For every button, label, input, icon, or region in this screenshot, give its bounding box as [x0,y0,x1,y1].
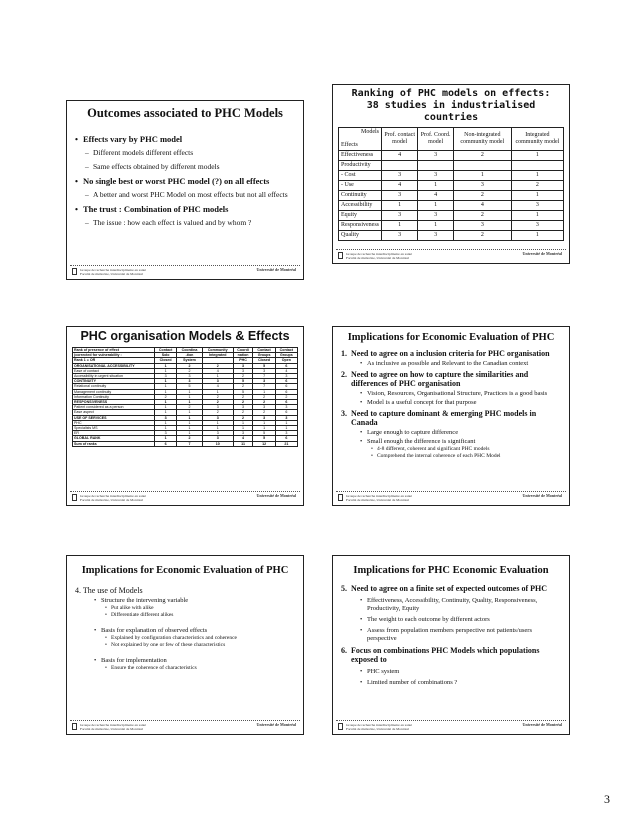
rank-cell: 3 [418,231,454,241]
row-label: Quality [339,231,382,241]
group-logo-icon [338,252,343,259]
column-header: System [177,358,203,363]
rank-cell: 4 [202,368,233,373]
item-number: 2. [341,369,347,379]
item-number: 6. [341,645,347,655]
slide-title: Implications for Economic Evaluation of PHC [81,565,289,576]
group-logo-icon [338,723,343,730]
rank-cell: 6 [275,436,297,441]
table-header-row [73,353,298,358]
bullet-item: • Basis for explanation of observed effects [75,627,295,635]
rank-cell: 1 [155,384,177,389]
footer-faculty: Faculté de médecine, Université de Montréal [346,256,409,260]
rank-cell: 3 [233,363,253,368]
rank-cell: 3 [202,415,233,420]
row-label: Management continuity [73,389,155,394]
rank-cell: 1 [155,436,177,441]
row-label: PHC [73,420,155,425]
university-logo: Université de Montréal [522,251,562,256]
slide-footer [336,249,566,261]
bullet-item: • Put alike with alike [75,605,295,612]
column-header: Integrated community model [511,128,563,151]
table-row [339,201,564,211]
rank-cell: 1 [511,151,563,161]
group-logo-icon [72,268,77,275]
section-heading: 4. The use of Models [75,586,143,595]
title-line-1: Ranking of PHC models on effects: [351,88,551,99]
column-header: Contact [253,348,275,353]
rank-cell: 6 [275,384,297,389]
rank-cell: 1 [155,400,177,405]
footer-faculty: Faculté de médecine, Université de Montréal [80,498,143,502]
rank-cell: 3 [511,221,563,231]
rank-cell: 2 [511,181,563,191]
rank-cell: 3 [511,201,563,211]
rank-cell: 1 [177,394,203,399]
column-header: Groups [253,353,275,358]
bullet-item: • Model is a useful concept for that purpose [341,399,561,407]
row-label: Productivity [339,161,382,171]
rank-cell: 1 [418,181,454,191]
bullet-item: – Same effects obtained by different models [75,162,295,172]
item-text: Need to agree on a inclusion criteria for PHC organisation [351,349,550,358]
row-label: Sum of ranks [73,441,155,446]
title-line-2: 38 studies in industrialised countries [366,100,536,123]
row-label: USE OF SERVICES [73,415,155,420]
rank-cell: 3 [418,171,454,181]
rank-cell: 1 [233,426,253,431]
column-header: Contact [275,348,297,353]
column-header: Closed [253,358,275,363]
column-header: Integrated [202,353,233,358]
rank-cell: 3 [418,151,454,161]
bullet-item: • As inclusive as possible and Relevant to the Canadian context [341,360,561,368]
row-label: Accessibility [339,201,382,211]
bullet-item: • PHC system [341,668,561,676]
footer-faculty: Faculté de médecine, Université de Montréal [346,498,409,502]
bullet-item: • Small enough the difference is significant [341,438,561,446]
rank-cell: 3 [253,368,275,373]
group-logo-icon [338,494,343,501]
rank-cell: 6 [275,363,297,368]
rank-cell: 1 [382,221,418,231]
slide-implications-1 [332,326,570,506]
rank-cell: 3 [233,368,253,373]
rank-cell: 1 [253,420,275,425]
bullet-item: – A better and worst PHC Model on most effects but not all effects [75,190,295,200]
item-number: 5. [341,584,347,593]
rank-cell: 4 [275,368,297,373]
rank-cell: 3 [177,374,203,379]
university-logo: Université de Montréal [522,493,562,498]
rank-cell: 7 [253,374,275,379]
rank-cell: 1 [511,231,563,241]
slide-body [67,579,303,672]
rank-cell: 1 [177,415,203,420]
rank-cell: 5 [233,379,253,384]
bullet-item: • Large enough to capture difference [341,429,561,437]
rank-cell: 3 [155,431,177,436]
numbered-item [341,584,561,594]
rank-cell: 7 [177,441,203,446]
row-label: Information Continuity [73,394,155,399]
row-label: Responsiveness [339,221,382,231]
rank-cell: 5 [253,436,275,441]
slide-footer [336,720,566,732]
row-label: Relational continuity [73,384,155,389]
rank-cell: 2 [177,436,203,441]
table-row [339,191,564,201]
rank-cell: 3 [253,415,275,420]
rank-cell: 2 [275,394,297,399]
row-label: ORGANISATIONAL ACCESSIBILITY [73,363,155,368]
numbered-item [341,409,561,428]
table-row [73,441,298,446]
rank-cell [418,161,454,171]
rank-cell: 3 [418,211,454,221]
header-label: (corrected for vulnerability : [73,353,155,358]
rank-cell: 2 [453,151,511,161]
rank-cell: 1 [202,420,233,425]
bullet-item: • Ensure the coherence of characteristics [75,665,295,672]
rank-cell: 3 [275,415,297,420]
rank-cell: 1 [155,405,177,410]
footer-group: Groupe de recherche interdisciplinaire en santé [346,252,412,256]
slide-organisation-models [66,326,304,506]
rank-cell: 3 [202,431,233,436]
rank-cell: 1 [155,389,177,394]
university-logo: Université de Montréal [256,267,296,272]
header-label: Rank of presence of effect [73,348,155,353]
rank-cell: 1 [253,389,275,394]
slide-body [333,579,569,687]
slide-footer [70,720,300,732]
row-label: Ease aspect [73,410,155,415]
item-number: 3. [341,408,347,418]
table-header-row [73,348,298,353]
footer-group: Groupe de recherche interdisciplinaire en santé [346,723,412,727]
column-header: Groups [275,353,297,358]
footer-faculty: Faculté de médecine, Université de Montréal [80,727,143,731]
rank-cell: 2 [202,394,233,399]
rank-cell: 4 [418,191,454,201]
table-row [339,171,564,181]
rank-cell: 1 [511,191,563,201]
rank-cell: 1 [418,221,454,231]
column-header: Prof. contact model [382,128,418,151]
bullet-item: • Assess from population members perspective not patients/users perspective [341,627,561,643]
item-text: Need to agree on how to capture the similarities and differences of PHC organisation [351,369,529,388]
rank-cell: 3 [382,231,418,241]
row-label: GLOBAL RANK [73,436,155,441]
slide-title [333,85,569,126]
bullet-item: – Different models different effects [75,148,295,158]
slide-title: Implications for PHC Economic Evaluation [353,565,549,576]
rank-cell: 2 [453,191,511,201]
rank-cell: 1 [453,171,511,181]
rank-cell: 3 [453,181,511,191]
row-label: Continuity [339,191,382,201]
bullet-item: • No single best or worst PHC model (?) on all effects [75,176,295,186]
bullet-item: • Effectiveness, Accessibility, Continuity, Quality, Responsiveness, Productivity, Equity [341,597,561,613]
bullet-item: • Limited number of combinations ? [341,679,561,687]
numbered-item [341,349,561,359]
group-logo-icon [72,494,77,501]
rank-cell: 2 [202,363,233,368]
table-row [339,231,564,241]
group-logo-icon [72,723,77,730]
table-header-row [339,128,564,151]
numbered-item [341,370,561,389]
rank-cell: 3 [253,379,275,384]
table-row [339,221,564,231]
column-header: -tion [177,353,203,358]
rank-cell: 3 [275,431,297,436]
rank-cell: 2 [453,231,511,241]
rank-cell: 1 [233,420,253,425]
rank-cell: 1 [177,400,203,405]
rank-cell: 3 [233,431,253,436]
footer-group: Groupe de recherche interdisciplinaire en santé [80,723,146,727]
footer-group: Groupe de recherche interdisciplinaire en santé [80,494,146,498]
rank-cell: 5 [253,363,275,368]
rank-cell: 1 [253,426,275,431]
university-logo: Université de Montréal [256,722,296,727]
bullet-item: – The issue : how each effect is valued and by whom ? [75,218,295,228]
rank-cell: 3 [202,379,233,384]
rank-cell: 1 [382,201,418,211]
item-text: Need to agree on a finite set of expected outcomes of PHC [351,584,548,593]
rank-cell: 11 [233,441,253,446]
bullet-item: • Basis for implementation [75,657,295,665]
organisation-table [72,347,298,447]
rank-cell: 6 [275,400,297,405]
column-header: Open [275,358,297,363]
bullet-item: • The trust : Combination of PHC models [75,204,295,214]
row-label: - Cost [339,171,382,181]
rank-cell: 6 [275,379,297,384]
page-number: 3 [604,792,610,806]
rank-cell: 5 [233,389,253,394]
rank-cell: 1 [177,389,203,394]
rank-cell: 3 [253,405,275,410]
row-label: Specialists MS [73,426,155,431]
row-label: Equity [339,211,382,221]
bullet-item: • Differentiate different alikes [75,612,295,619]
row-label: Accessibility in urgent situation [73,374,155,379]
rank-cell: 2 [177,368,203,373]
slide-implications-3 [332,555,570,735]
rank-cell: 5 [253,431,275,436]
rank-cell: 3 [382,211,418,221]
footer-faculty: Faculté de médecine, Université de Montréal [346,727,409,731]
slide-outcomes [66,100,304,280]
rank-cell: 3 [275,405,297,410]
row-label: Patient considered as a person [73,405,155,410]
column-header: nation [233,353,253,358]
table-row [339,161,564,171]
rank-cell: 2 [233,400,253,405]
rank-cell: 2 [253,394,275,399]
rank-cell: 3 [155,415,177,420]
rank-cell: 3 [453,221,511,231]
rank-cell: 2 [155,394,177,399]
university-logo: Université de Montréal [256,493,296,498]
rank-cell: 5 [177,384,203,389]
rank-cell: 3 [177,379,203,384]
rank-cell: 3 [202,405,233,410]
column-header: Coordina [177,348,203,353]
rank-cell: 3 [155,374,177,379]
rank-cell: 1 [202,374,233,379]
rank-cell: 2 [233,415,253,420]
slide-body [67,122,303,228]
ranking-table [338,127,564,241]
rank-cell [453,161,511,171]
table-row [339,151,564,161]
rank-cell: 1 [511,171,563,181]
rank-cell: 2 [177,405,203,410]
rank-cell: 2 [233,394,253,399]
item-number: 1. [341,349,347,358]
rank-cell: 1 [155,410,177,415]
row-label: CONTINUITY [73,379,155,384]
table-row [339,211,564,221]
row-label: RESPONSIVENESS [73,400,155,405]
rank-cell: 1 [155,368,177,373]
rank-cell: 4 [202,384,233,389]
rank-cell: 2 [177,363,203,368]
bullet-item: • Structure the intervening variable [75,597,295,605]
rank-cell: 3 [382,171,418,181]
bullet-item: • Effects vary by PHC model [75,134,295,144]
column-header: Contact [155,348,177,353]
slide-ranking [332,84,570,264]
bullet-item: • 4-8 different, coherent and significant PHC models [341,446,561,453]
rank-cell: 1 [155,363,177,368]
rank-cell: 1 [155,420,177,425]
rank-cell: 3 [382,191,418,201]
rank-cell: 10 [202,441,233,446]
footer-group: Groupe de recherche interdisciplinaire en santé [346,494,412,498]
slide-footer [70,491,300,503]
column-header: PHC [233,358,253,363]
rank-cell: 1 [177,420,203,425]
rank-cell [511,161,563,171]
rank-cell [382,161,418,171]
row-label: - Use [339,181,382,191]
rank-cell: 2 [233,374,253,379]
slide-body [333,346,569,460]
slide-title: PHC organisation Models & Effects [80,329,290,343]
bullet-item: • Vision, Resources, Organisational Structure, Practices is a good basis [341,390,561,398]
corner-models: Models [361,129,379,135]
rank-cell: 6 [275,410,297,415]
slide-title: Outcomes associated to PHC Models [87,106,283,120]
rank-cell: 6 [155,441,177,446]
rank-cell: 4 [382,151,418,161]
rank-cell: 2 [253,410,275,415]
slide-footer [70,265,300,277]
rank-cell: 4 [382,181,418,191]
rank-cell: 2 [202,400,233,405]
rank-cell: 1 [418,201,454,211]
rank-cell: 1 [275,420,297,425]
slide-title: Implications for Economic Evaluation of PHC [347,332,555,343]
bullet-item: • Not explained by one or few of these characteristics [75,642,295,649]
rank-cell: 4 [453,201,511,211]
column-header: Coordi [233,348,253,353]
column-header: Non-integrated community model [453,128,511,151]
rank-cell: 2 [253,400,275,405]
footer-faculty: Faculté de médecine, Université de Montréal [80,272,143,276]
rank-cell: 2 [233,410,253,415]
item-text: Need to capture dominant & emerging PHC models in Canada [351,408,537,427]
rank-cell: 7 [253,384,275,389]
rank-cell: 2 [202,410,233,415]
rank-cell: 4 [233,436,253,441]
rank-cell: 1 [155,426,177,431]
row-label: Ease of contact [73,368,155,373]
rank-cell: 2 [233,384,253,389]
rank-cell: 1 [177,410,203,415]
university-logo: Université de Montréal [522,722,562,727]
rank-cell: 1 [275,426,297,431]
rank-cell: 1 [155,379,177,384]
rank-cell: 12 [253,441,275,446]
table-row [339,181,564,191]
rank-cell: 3 [275,374,297,379]
rank-cell: 3 [202,436,233,441]
rank-cell: 2 [453,211,511,221]
header-label: Rank 1 = OR [73,358,155,363]
corner-effects: Effects [341,142,358,148]
corner-cell [339,128,382,151]
column-header: Prof. Coord. model [418,128,454,151]
numbered-item [341,646,561,665]
column-header: Solo [155,353,177,358]
footer-group: Groupe de recherche interdisciplinaire en santé [80,268,146,272]
row-label: ER [73,431,155,436]
rank-cell: 1 [177,431,203,436]
rank-cell: 21 [275,441,297,446]
column-header: Community [202,348,233,353]
rank-cell: 1 [177,426,203,431]
rank-cell: 1 [511,211,563,221]
bullet-item: • The weight to each outcome by different actors [341,616,561,624]
rank-cell: 1 [202,389,233,394]
bullet-item: • Explained by configuration characteristics and coherence [75,635,295,642]
rank-cell: 3 [233,405,253,410]
bullet-item: • Comprehend the internal coherence of each PHC Model [341,453,561,460]
slide-implications-2 [66,555,304,735]
column-header: Closed [155,358,177,363]
row-label: Effectiveness [339,151,382,161]
slide-footer [336,491,566,503]
rank-cell: 6 [275,389,297,394]
item-text: Focus on combinations PHC Models which populations exposed to [351,645,540,664]
rank-cell: 1 [202,426,233,431]
